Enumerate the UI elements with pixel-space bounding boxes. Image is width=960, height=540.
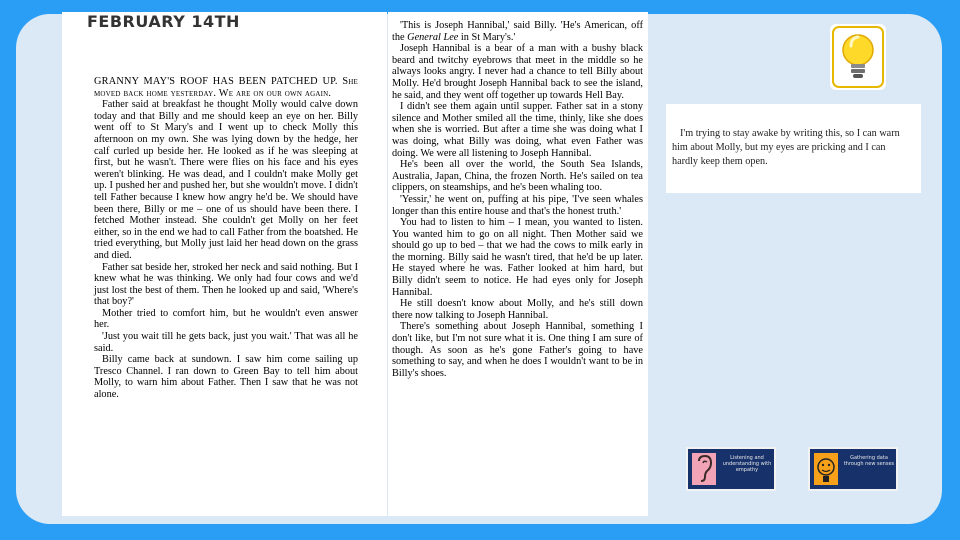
paragraph: GRANNY MAY'S ROOF HAS BEEN PATCHED UP. She moved back home yesterday. We are on our own again.: [94, 76, 358, 99]
left-text-column: [94, 76, 358, 401]
paragraph: He's been all over the world, the South Sea Islands, Australia, Japan, China, the frozen North. He's sailed on tea clippers, on steamships, and he's been whaling too.: [392, 159, 643, 194]
thumbnail-label: Listening and understanding with empathy: [722, 455, 772, 473]
paragraph: He still doesn't know about Molly, and he's still down there now talking to Joseph Hannibal.: [392, 298, 643, 321]
ear-icon: [692, 453, 716, 485]
lightbulb-icon: [830, 24, 886, 90]
senses-face-icon: [814, 453, 838, 485]
thumbnail-label: Gathering data through new senses: [843, 455, 895, 467]
note-text: I'm trying to stay awake by writing this, so I can warn him about Molly, but my eyes are pricking and I can hardly keep them open.: [672, 128, 900, 167]
paragraph: [392, 20, 643, 43]
dialogue-intro: 'This is Joseph Hannibal,' said Billy. 'He's American, off the: [392, 20, 643, 43]
gathering-thumbnail[interactable]: [808, 447, 898, 491]
paragraph: 'Just you wait till he gets back, just you wait.' That was all he said.: [94, 331, 358, 354]
paragraph: There's something about Joseph Hannibal, something I don't like, but I'm not sure what it is. One thing I am sure of though. As soon as he's gone Father's going to have something to say, and when he does I wouldn't want to be in Billy's shoes.: [392, 321, 643, 379]
listening-thumbnail[interactable]: [686, 447, 776, 491]
paragraph: Mother tried to comfort him, but he wouldn't even answer her.: [94, 307, 358, 331]
ship-name: General Lee: [407, 31, 459, 43]
paragraph: You had to listen to him – I mean, you wanted to listen. You wanted him to go on all night. Then Mother said we should go up to bed – that we had the cows to milk early in the morning. Billy said he wasn't tired, that he'd be up later. He stayed where he was. Father looked at him hard, but Billy didn't seem to notice. He had eyes only for Joseph Hannibal.: [392, 217, 643, 298]
right-text-column: [392, 20, 643, 379]
dialogue-intro-end: in St Mary's.': [458, 31, 516, 43]
paragraph: Billy came back at sundown. I saw him come sailing up Tresco Channel. I ran down to Green Bay to tell him about Molly, to warn him about Father. Then I saw that he was not alone.: [94, 354, 358, 401]
paragraph: Father sat beside her, stroked her neck and said nothing. But I knew what he was thinking. We only had four cows and we'd just lost the best of them. Then he looked up and said, 'Where's that boy?': [94, 261, 358, 308]
diary-date-heading: FEBRUARY 14TH: [87, 12, 240, 31]
paragraph: 'Yessir,' he went on, puffing at his pipe, 'I've seen whales longer than this entire house and that's the honest truth.': [392, 193, 643, 217]
idea-card: [830, 24, 886, 90]
paragraph: I didn't see them again until supper. Father sat in a stony silence and Mother smiled all the time, thinly, like she does when she is worried. But after a time she was doing what I was doing, what Billy was doing, what even Father was doing. We were all listening to Joseph Hannibal.: [392, 101, 643, 159]
paragraph: Joseph Hannibal is a bear of a man with a bushy black beard and twitchy eyebrows that meet in the middle so he always looks angry. I never had a chance to tell Billy about Molly. He'd brought Joseph Hannibal back to see the island, he said, and they went off together up towards Hell Bay.: [392, 43, 643, 101]
paragraph: Father said at breakfast he thought Molly would calve down today and that Billy and me should keep an eye on her. Billy went off to St Mary's and I went up to check Molly this afternoon on my own. She was lying down by the hedge, her calf curled up beside her. He looked as if he was sleeping at first, but he wasn't. There were flies on his face and his eyes weren't blinking. He was dead, and I couldn't make Molly get up. I pushed her and pushed her, but she wouldn't move. I didn't tell Father because I knew how angry he'd be. We should have been there, Billy or me – one of us should have been there. I fetched Mother instead. She couldn't get Molly on her feet either, so in the end we had to call Father from the boatshed. He tried everything, but Molly just laid her head down on the grass and died.: [94, 99, 358, 261]
